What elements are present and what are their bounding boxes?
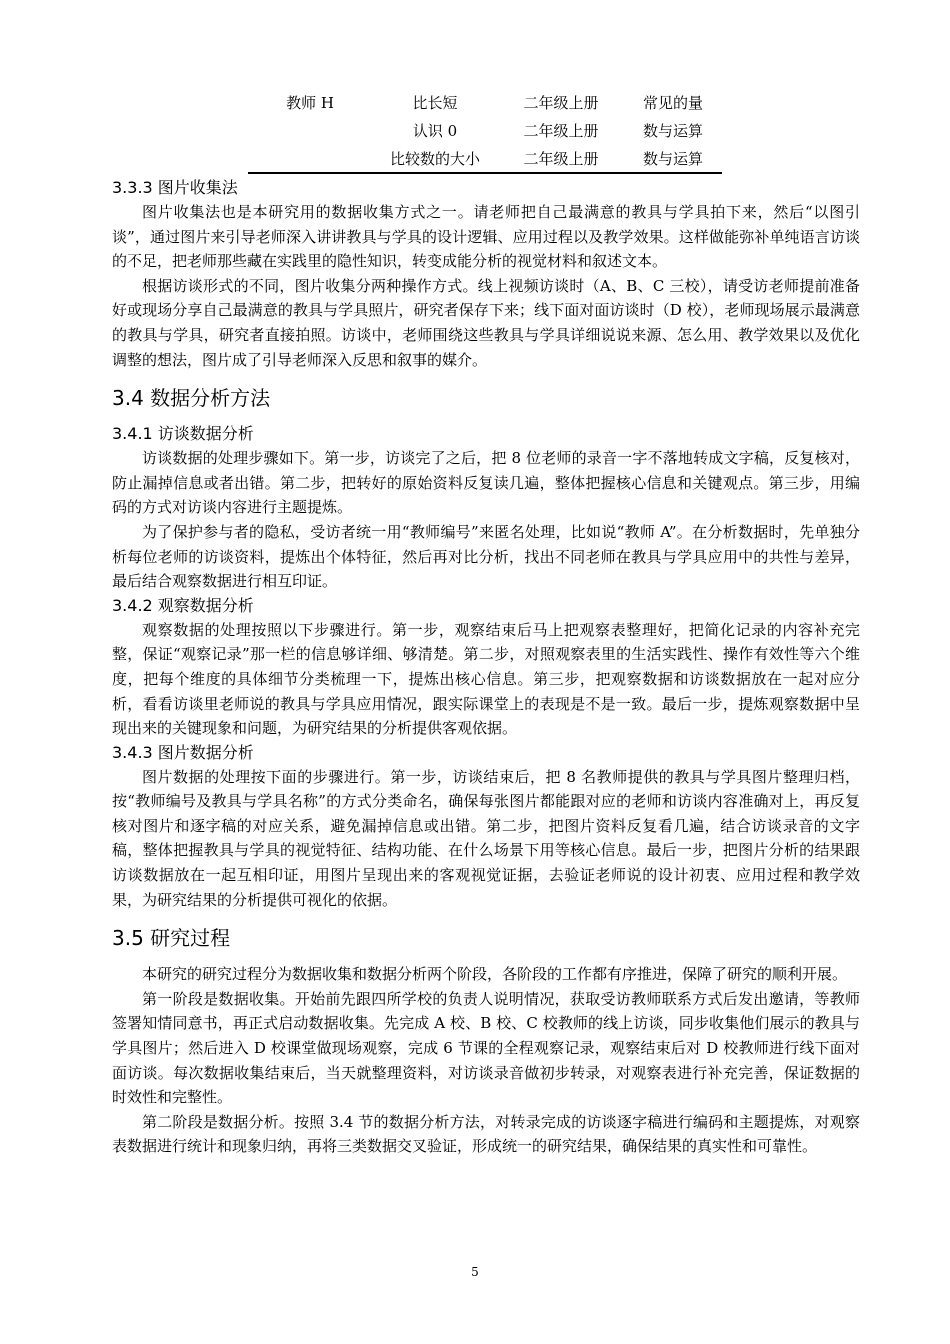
table-cell: 比长短 [412, 93, 458, 112]
section-heading-3-3-3: 3.3.3 图片收集法 [112, 178, 238, 197]
paragraph: 访谈数据的处理步骤如下。第一步，访谈完了之后，把 8 位老师的录音一字不落地转成文字稿，反复核对，防止漏掉信息或者出错。第二步，把转好的原始资料反复读几遍，整体把握核心信息和关键观点。第三步，用编码的方式对访谈内容进行主题提炼。 [112, 449, 860, 517]
table-row [248, 88, 722, 116]
section-heading-3-4: 3.4 数据分析方法 [112, 386, 271, 411]
table-row [248, 144, 722, 173]
paragraph: 为了保护参与者的隐私，受访者统一用“教师编号”来匿名处理，比如说“教师 A”。在分析数据时，先单独分析每位老师的访谈资料，提炼出个体特征，然后再对比分析，找出不同老师在教具与学具应用中的共性与差异，最后结合观察数据进行相互印证。 [112, 522, 860, 591]
table-row [248, 116, 722, 144]
table-cell: 数与运算 [642, 121, 703, 140]
data-table [248, 88, 722, 174]
page-number: 5 [471, 1265, 479, 1279]
section-heading-3-4-1: 3.4.1 访谈数据分析 [112, 424, 254, 444]
table-cell: 常见的量 [642, 93, 703, 112]
table-cell [248, 116, 372, 144]
paragraph: 图片数据的处理按下面的步骤进行。第一步，访谈结束后，把 8 名教师提供的教具与学具图片整理归档，按“教师编号及教具与学具名称”的方式分类命名，确保每张图片都能跟对应的老师和访谈内容准确对上，再反复核对图片和逐字稿的对应关系，避免漏掉信息或出错。第二步，把图片资料反复看几遍，结合访谈录音的文字稿，整体把握教具与学具的视觉特征、结构功能、在什么场景下用等核心信息。最后一步，把图片分析的结果跟访谈数据放在一起互相印证，用图片呈现出来的客观视觉证据，去验证老师说的设计初衷、应用过程和教学效果，为研究结果的分析提供可视化的依据。 [112, 767, 860, 909]
page-content [112, 88, 860, 1159]
table-cell [248, 144, 372, 173]
paragraph: 观察数据的处理按照以下步骤进行。第一步，观察结束后马上把观察表整理好，把简化记录的内容补充完整，保证“观察记录”那一栏的信息够详细、够清楚。第二步，对照观察表里的生活实践性、操作有效性等六个维度，把每个维度的具体细节分类梳理一下，提炼出核心信息。第三步，把观察数据和访谈数据放在一起对应分析，看看访谈里老师说的教具与学具应用情况，跟实际课堂上的表现是不是一致。最后一步，提炼观察数据中呈现出来的关键现象和问题，为研究结果的分析提供客观依据。 [112, 620, 860, 738]
section-heading-3-5: 3.5 研究过程 [112, 926, 231, 951]
table-cell: 二年级上册 [523, 93, 599, 112]
table-cell: 二年级上册 [523, 121, 599, 140]
table-cell: 认识 0 [412, 121, 458, 140]
table-cell: 比较数的大小 [389, 149, 480, 168]
section-heading-3-4-3: 3.4.3 图片数据分析 [112, 742, 254, 762]
paragraph: 根据访谈形式的不同，图片收集分两种操作方式。线上视频访谈时（A、B、C 三校），请受访老师提前准备好或现场分享自己最满意的教具与学具照片，研究者保存下来；线下面对面访谈时（D 校），老师现场展示最满意的教具与学具，研究者直接拍照。访谈中，老师围绕这些教具与学具详细说说来源、怎么用、教学效果以及优化调整的想法，图片成了引导老师深入反思和叙事的媒介。 [112, 276, 860, 369]
table-cell: 二年级上册 [523, 149, 599, 168]
table-cell: 数与运算 [642, 149, 703, 168]
paragraph: 第二阶段是数据分析。按照 3.4 节的数据分析方法，对转录完成的访谈逐字稿进行编码和主题提炼，对观察表数据进行统计和现象归纳，再将三类数据交叉验证，形成统一的研究结果，确保结果的真实性和可靠性。 [112, 1112, 860, 1156]
paragraph: 本研究的研究过程分为数据收集和数据分析两个阶段，各阶段的工作都有序推进，保障了研究的顺利开展。 [142, 965, 848, 984]
paragraph: 第一阶段是数据收集。开始前先跟四所学校的负责人说明情况，获取受访教师联系方式后发出邀请，等教师签署知情同意书，再正式启动数据收集。先完成 A 校、B 校、C 校教师的线上访谈，同步收集他们展示的教具与学具图片；然后进入 D 校课堂做现场观察，完成 6 节课的全程观察记录，观察结束后对 D 校教师进行线下面对面访谈。每次数据收集结束后，当天就整理资料，对访谈录音做初步转录，对观察表进行补充完善，保证数据的时效性和完整性。 [112, 989, 860, 1107]
section-heading-3-4-2: 3.4.2 观察数据分析 [112, 595, 254, 615]
table-cell: 教师 H [286, 93, 334, 112]
paragraph: 图片收集法也是本研究用的数据收集方式之一。请老师把自己最满意的教具与学具拍下来，然后“以图引谈”，通过图片来引导老师深入讲讲教具与学具的设计逻辑、应用过程以及教学效果。这样做能弥补单纯语言访谈的不足，把老师那些藏在实践里的隐性知识，转变成能分析的视觉材料和叙述文本。 [112, 203, 860, 271]
